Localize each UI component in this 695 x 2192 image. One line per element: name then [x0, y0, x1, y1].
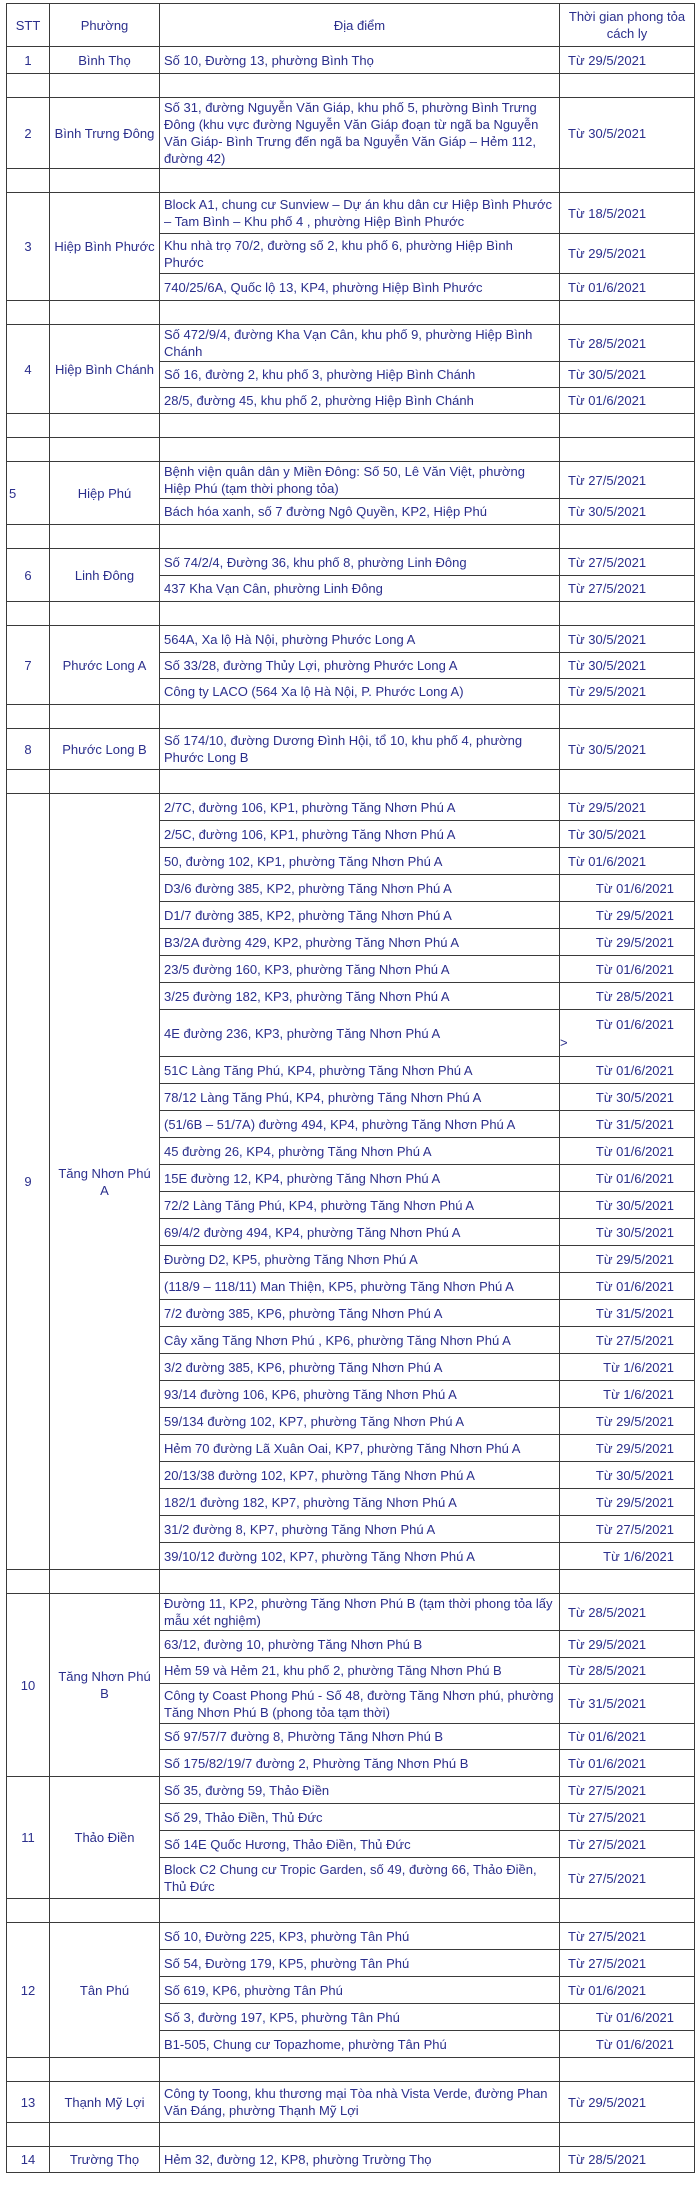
row-address: 437 Kha Vạn Cân, phường Linh Đông: [160, 576, 560, 602]
row-date: Từ 01/6/2021: [560, 388, 695, 414]
table-row: [7, 98, 695, 169]
row-ward: Bình Trưng Đông: [50, 98, 160, 169]
row-address: Số 619, KP6, phường Tân Phú: [160, 1977, 560, 2004]
table-row: [7, 626, 695, 653]
row-address: Công ty Toong, khu thương mại Tòa nhà Vista Verde, đường Phan Văn Đáng, phường Thạnh Mỹ Lợi: [160, 2082, 560, 2123]
row-address: Khu nhà trọ 70/2, đường số 2, khu phố 6, phường Hiệp Bình Phước: [160, 234, 560, 274]
row-address: Số 97/57/7 đường 8, Phường Tăng Nhơn Phú B: [160, 1724, 560, 1750]
row-date: Từ 29/5/2021: [560, 902, 695, 929]
row-date: Từ 01/6/2021: [560, 2004, 695, 2031]
row-address: 78/12 Làng Tăng Phú, KP4, phường Tăng Nhơn Phú A: [160, 1084, 560, 1111]
row-address: 31/2 đường 8, KP7, phường Tăng Nhơn Phú A: [160, 1516, 560, 1543]
row-address: Số 31, đường Nguyễn Văn Giáp, khu phố 5, phường Bình Trưng Đông (khu vực đường Nguyễn Văn Giáp đoạn từ ngã ba Nguyễn Văn Giáp- Bình Trưng đến ngã ba Nguyễn Văn Giáp – Hẻm 112, đường 42): [160, 98, 560, 169]
row-address: 4E đường 236, KP3, phường Tăng Nhơn Phú A: [160, 1010, 560, 1057]
table-row: [7, 325, 695, 362]
table-row: [7, 1594, 695, 1631]
row-address: 15E đường 12, KP4, phường Tăng Nhơn Phú A: [160, 1165, 560, 1192]
row-date-marker: >: [560, 1035, 568, 1050]
row-ward: Tăng Nhơn Phú A: [50, 794, 160, 1570]
row-date: Từ 31/5/2021: [560, 1684, 695, 1724]
row-date: Từ 1/6/2021: [560, 1354, 695, 1381]
row-date: Từ 01/6/2021: [560, 1138, 695, 1165]
row-date: Từ 01/6/2021: [560, 2031, 695, 2058]
row-ward: Tân Phú: [50, 1923, 160, 2058]
spacer-row: [7, 770, 695, 794]
spacer-row: [7, 705, 695, 729]
row-date: Từ 1/6/2021: [560, 1543, 695, 1570]
row-address: Số 35, đường 59, Thảo Điền: [160, 1777, 560, 1804]
row-ward: Thạnh Mỹ Lợi: [50, 2082, 160, 2123]
table-header-row: [7, 4, 695, 47]
row-address: 63/12, đường 10, phường Tăng Nhơn Phú B: [160, 1631, 560, 1658]
row-date: Từ 27/5/2021: [560, 1858, 695, 1899]
table-row: [7, 193, 695, 234]
row-address: Công ty LACO (564 Xa lộ Hà Nội, P. Phước Long A): [160, 679, 560, 705]
spacer-row: [7, 525, 695, 549]
row-date: [560, 1010, 695, 1057]
row-address: Hẻm 32, đường 12, KP8, phường Trường Thọ: [160, 2147, 560, 2173]
table-row: [7, 2082, 695, 2123]
row-address: Số 10, Đường 225, KP3, phường Tân Phú: [160, 1923, 560, 1950]
row-address: 3/2 đường 385, KP6, phường Tăng Nhơn Phú A: [160, 1354, 560, 1381]
row-date: Từ 01/6/2021: [560, 1724, 695, 1750]
row-date: Từ 29/5/2021: [560, 1408, 695, 1435]
row-address: 182/1 đường 182, KP7, phường Tăng Nhơn Phú A: [160, 1489, 560, 1516]
row-date: Từ 28/5/2021: [560, 1658, 695, 1684]
row-address: 59/134 đường 102, KP7, phường Tăng Nhơn Phú A: [160, 1408, 560, 1435]
row-date: Từ 30/5/2021: [560, 821, 695, 848]
row-address: Số 175/82/19/7 đường 2, Phường Tăng Nhơn Phú B: [160, 1750, 560, 1777]
row-date: Từ 18/5/2021: [560, 193, 695, 234]
row-address: 3/25 đường 182, KP3, phường Tăng Nhơn Phú A: [160, 983, 560, 1010]
row-address: (118/9 – 118/11) Man Thiện, KP5, phường Tăng Nhơn Phú A: [160, 1273, 560, 1300]
row-address: Số 33/28, đường Thủy Lợi, phường Phước Long A: [160, 653, 560, 679]
row-address: B3/2A đường 429, KP2, phường Tăng Nhơn Phú A: [160, 929, 560, 956]
row-address: Số 29, Thảo Điền, Thủ Đức: [160, 1804, 560, 1831]
row-address: 72/2 Làng Tăng Phú, KP4, phường Tăng Nhơn Phú A: [160, 1192, 560, 1219]
row-date: Từ 30/5/2021: [560, 1084, 695, 1111]
row-date: Từ 01/6/2021: [560, 1750, 695, 1777]
row-date: Từ 27/5/2021: [560, 1831, 695, 1858]
header-stt: STT: [7, 4, 50, 47]
row-stt: 6: [7, 549, 50, 602]
row-address: 28/5, đường 45, khu phố 2, phường Hiệp Bình Chánh: [160, 388, 560, 414]
row-address: 45 đường 26, KP4, phường Tăng Nhơn Phú A: [160, 1138, 560, 1165]
row-date: Từ 01/6/2021: [560, 1057, 695, 1084]
row-date: Từ 29/5/2021: [560, 47, 695, 74]
row-stt: 10: [7, 1594, 50, 1777]
row-stt: 1: [7, 47, 50, 74]
row-address: Đường D2, KP5, phường Tăng Nhơn Phú A: [160, 1246, 560, 1273]
row-address: 39/10/12 đường 102, KP7, phường Tăng Nhơn Phú A: [160, 1543, 560, 1570]
row-address: Hẻm 59 và Hẻm 21, khu phố 2, phường Tăng Nhơn Phú B: [160, 1658, 560, 1684]
row-date: Từ 30/5/2021: [560, 653, 695, 679]
row-ward: Phước Long B: [50, 729, 160, 770]
quarantine-table: [6, 3, 695, 2173]
row-address: 93/14 đường 106, KP6, phường Tăng Nhơn Phú A: [160, 1381, 560, 1408]
row-date: Từ 27/5/2021: [560, 1804, 695, 1831]
row-stt: 14: [7, 2147, 50, 2173]
header-period: Thời gian phong tỏa cách ly: [560, 4, 695, 47]
row-date: Từ 30/5/2021: [560, 729, 695, 770]
row-date: Từ 30/5/2021: [560, 626, 695, 653]
row-date: Từ 27/5/2021: [560, 1950, 695, 1977]
row-address: Bách hóa xanh, số 7 đường Ngô Quyền, KP2, Hiệp Phú: [160, 499, 560, 525]
row-date: Từ 29/5/2021: [560, 1246, 695, 1273]
row-date: Từ 28/5/2021: [560, 1594, 695, 1631]
row-ward: Hiệp Phú: [50, 462, 160, 525]
row-address: 740/25/6A, Quốc lộ 13, KP4, phường Hiệp Bình Phước: [160, 274, 560, 301]
row-stt: 11: [7, 1777, 50, 1899]
row-address: Block C2 Chung cư Tropic Garden, số 49, đường 66, Thảo Điền, Thủ Đức: [160, 1858, 560, 1899]
row-ward: Tăng Nhơn Phú B: [50, 1594, 160, 1777]
row-stt: 8: [7, 729, 50, 770]
row-date: Từ 29/5/2021: [560, 234, 695, 274]
row-date: Từ 30/5/2021: [560, 1219, 695, 1246]
row-date: Từ 01/6/2021: [560, 1977, 695, 2004]
row-address: Cây xăng Tăng Nhơn Phú , KP6, phường Tăng Nhơn Phú A: [160, 1327, 560, 1354]
row-address: 7/2 đường 385, KP6, phường Tăng Nhơn Phú A: [160, 1300, 560, 1327]
spacer-row: [7, 1899, 695, 1923]
header-ward: Phường: [50, 4, 160, 47]
row-stt: 7: [7, 626, 50, 705]
row-date: Từ 01/6/2021: [560, 956, 695, 983]
row-stt: 2: [7, 98, 50, 169]
row-date: Từ 01/6/2021: [560, 1273, 695, 1300]
row-address: Bệnh viện quân dân y Miền Đông: Số 50, Lê Văn Việt, phường Hiệp Phú (tạm thời phong tỏa): [160, 462, 560, 499]
row-stt: 13: [7, 2082, 50, 2123]
row-date: Từ 29/5/2021: [560, 2082, 695, 2123]
row-ward: Hiệp Bình Phước: [50, 193, 160, 301]
row-date: Từ 29/5/2021: [560, 1489, 695, 1516]
row-ward: Hiệp Bình Chánh: [50, 325, 160, 414]
row-date: Từ 01/6/2021: [560, 875, 695, 902]
row-address: Đường 11, KP2, phường Tăng Nhơn Phú B (tạm thời phong tỏa lấy mẫu xét nghiệm): [160, 1594, 560, 1631]
row-stt: 12: [7, 1923, 50, 2058]
row-address: Số 174/10, đường Dương Đình Hội, tổ 10, khu phố 4, phường Phước Long B: [160, 729, 560, 770]
row-ward: Trường Thọ: [50, 2147, 160, 2173]
spacer-row: [7, 2123, 695, 2147]
table-row: [7, 1923, 695, 1950]
row-date: Từ 27/5/2021: [560, 1516, 695, 1543]
table-row: [7, 2147, 695, 2173]
row-address: 69/4/2 đường 494, KP4, phường Tăng Nhơn Phú A: [160, 1219, 560, 1246]
row-address: (51/6B – 51/7A) đường 494, KP4, phường Tăng Nhơn Phú A: [160, 1111, 560, 1138]
row-stt: 3: [7, 193, 50, 301]
row-date: Từ 27/5/2021: [560, 576, 695, 602]
row-address: 564A, Xa lộ Hà Nội, phường Phước Long A: [160, 626, 560, 653]
row-date: Từ 30/5/2021: [560, 1192, 695, 1219]
row-address: B1-505, Chung cư Topazhome, phường Tân Phú: [160, 2031, 560, 2058]
row-address: Số 16, đường 2, khu phố 3, phường Hiệp Bình Chánh: [160, 362, 560, 388]
row-date: Từ 30/5/2021: [560, 362, 695, 388]
table-row: [7, 729, 695, 770]
row-address: Block A1, chung cư Sunview – Dự án khu dân cư Hiệp Bình Phước – Tam Bình – Khu phố 4 , phường Hiệp Bình Phước: [160, 193, 560, 234]
row-date: Từ 29/5/2021: [560, 1435, 695, 1462]
spacer-row: [7, 301, 695, 325]
row-date: Từ 27/5/2021: [560, 549, 695, 576]
row-ward: Bình Thọ: [50, 47, 160, 74]
row-stt: 9: [7, 794, 50, 1570]
row-date-text: Từ 01/6/2021: [595, 1017, 674, 1032]
row-date: Từ 28/5/2021: [560, 983, 695, 1010]
row-date: Từ 01/6/2021: [560, 274, 695, 301]
row-address: Công ty Coast Phong Phú - Số 48, đường Tăng Nhơn phú, phường Tăng Nhơn Phú B (phong tỏa tạm thời): [160, 1684, 560, 1724]
table-row: [7, 794, 695, 821]
row-date: Từ 30/5/2021: [560, 499, 695, 525]
row-address: 51C Làng Tăng Phú, KP4, phường Tăng Nhơn Phú A: [160, 1057, 560, 1084]
row-address: D1/7 đường 385, KP2, phường Tăng Nhơn Phú A: [160, 902, 560, 929]
row-date: Từ 27/5/2021: [560, 462, 695, 499]
spacer-row: [7, 602, 695, 626]
row-date: Từ 30/5/2021: [560, 1462, 695, 1489]
row-address: Số 3, đường 197, KP5, phường Tân Phú: [160, 2004, 560, 2031]
row-address: Số 54, Đường 179, KP5, phường Tân Phú: [160, 1950, 560, 1977]
row-date: Từ 27/5/2021: [560, 1327, 695, 1354]
row-address: Số 472/9/4, đường Kha Vạn Cân, khu phố 9, phường Hiệp Bình Chánh: [160, 325, 560, 362]
spacer-row: [7, 414, 695, 438]
table-row: [7, 462, 695, 499]
row-date: Từ 28/5/2021: [560, 2147, 695, 2173]
row-date: Từ 29/5/2021: [560, 929, 695, 956]
row-address: 2/7C, đường 106, KP1, phường Tăng Nhơn Phú A: [160, 794, 560, 821]
spacer-row: [7, 1570, 695, 1594]
row-date: Từ 1/6/2021: [560, 1381, 695, 1408]
row-ward: Phước Long A: [50, 626, 160, 705]
spacer-row: [7, 2058, 695, 2082]
row-date: Từ 31/5/2021: [560, 1300, 695, 1327]
row-ward: Thảo Điền: [50, 1777, 160, 1899]
row-ward: Linh Đông: [50, 549, 160, 602]
row-address: Số 74/2/4, Đường 36, khu phố 8, phường Linh Đông: [160, 549, 560, 576]
table-row: [7, 1777, 695, 1804]
row-date: Từ 30/5/2021: [560, 98, 695, 169]
spacer-row: [7, 169, 695, 193]
table-row: [7, 549, 695, 576]
row-address: Số 14E Quốc Hương, Thảo Điền, Thủ Đức: [160, 1831, 560, 1858]
row-date: Từ 27/5/2021: [560, 1777, 695, 1804]
spacer-row: [7, 438, 695, 462]
row-date: Từ 31/5/2021: [560, 1111, 695, 1138]
row-address: 50, đường 102, KP1, phường Tăng Nhơn Phú A: [160, 848, 560, 875]
row-stt: 5: [7, 462, 50, 525]
spacer-row: [7, 74, 695, 98]
row-date: Từ 29/5/2021: [560, 679, 695, 705]
row-date: Từ 01/6/2021: [560, 848, 695, 875]
row-date: Từ 27/5/2021: [560, 1923, 695, 1950]
row-address: 20/13/38 đường 102, KP7, phường Tăng Nhơn Phú A: [160, 1462, 560, 1489]
row-address: Số 10, Đường 13, phường Bình Thọ: [160, 47, 560, 74]
row-address: 23/5 đường 160, KP3, phường Tăng Nhơn Phú A: [160, 956, 560, 983]
row-address: 2/5C, đường 106, KP1, phường Tăng Nhơn Phú A: [160, 821, 560, 848]
row-address: D3/6 đường 385, KP2, phường Tăng Nhơn Phú A: [160, 875, 560, 902]
row-stt: 4: [7, 325, 50, 414]
header-place: Địa điểm: [160, 4, 560, 47]
row-date: Từ 28/5/2021: [560, 325, 695, 362]
row-date: Từ 29/5/2021: [560, 1631, 695, 1658]
row-date: Từ 29/5/2021: [560, 794, 695, 821]
table-row: [7, 47, 695, 74]
row-date: Từ 01/6/2021: [560, 1165, 695, 1192]
row-address: Hẻm 70 đường Lã Xuân Oai, KP7, phường Tăng Nhơn Phú A: [160, 1435, 560, 1462]
